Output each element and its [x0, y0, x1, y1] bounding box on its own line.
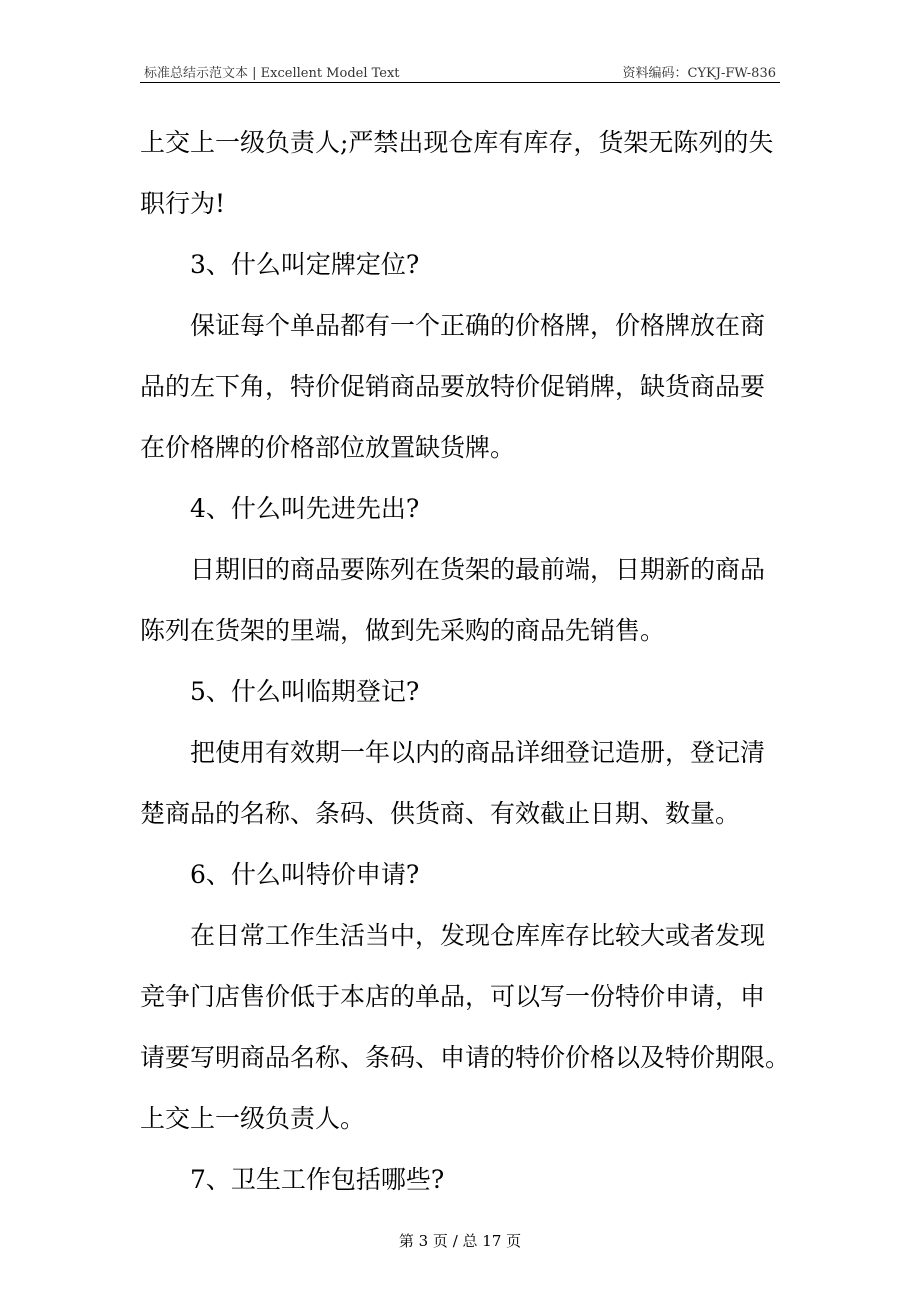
paragraph-line: 日期旧的商品要陈列在货架的最前端，日期新的商品	[190, 555, 766, 584]
header-title: 标准总结示范文本 | Excellent Model Text	[144, 66, 400, 81]
question-heading: 7、卫生工作包括哪些?	[190, 1165, 445, 1194]
document-code: 资料编码：CYKJ-FW-836	[622, 66, 776, 81]
question-heading: 6、什么叫特价申请?	[190, 860, 420, 889]
question-heading: 3、什么叫定牌定位?	[190, 250, 420, 279]
question-heading: 5、什么叫临期登记?	[190, 677, 420, 706]
paragraph-line: 请要写明商品名称、条码、申请的特价价格以及特价期限。	[140, 1043, 791, 1072]
page-header	[140, 58, 780, 83]
paragraph-line: 楚商品的名称、条码、供货商、有效截止日期、数量。	[140, 799, 741, 828]
paragraph-line: 上交上一级负责人。	[140, 1104, 366, 1133]
paragraph-line: 职行为!	[140, 189, 226, 218]
paragraph-line: 在价格牌的价格部位放置缺货牌。	[140, 433, 516, 462]
page-number: 第 3 页 / 总 17 页	[398, 1232, 522, 1250]
paragraph-line: 品的左下角，特价促销商品要放特价促销牌，缺货商品要	[140, 372, 766, 401]
paragraph-line: 上交上一级负责人;严禁出现仓库有库存，货架无陈列的失	[140, 128, 774, 157]
paragraph-line: 竞争门店售价低于本店的单品，可以写一份特价申请，申	[140, 982, 766, 1011]
paragraph-line: 把使用有效期一年以内的商品详细登记造册，登记清	[190, 738, 766, 767]
page-footer	[0, 1230, 920, 1251]
question-heading: 4、什么叫先进先出?	[190, 494, 420, 523]
document-body	[140, 112, 791, 1210]
paragraph-line: 保证每个单品都有一个正确的价格牌，价格牌放在商	[190, 311, 766, 340]
paragraph-line: 在日常工作生活当中，发现仓库库存比较大或者发现	[190, 921, 766, 950]
paragraph-line: 陈列在货架的里端，做到先采购的商品先销售。	[140, 616, 666, 645]
